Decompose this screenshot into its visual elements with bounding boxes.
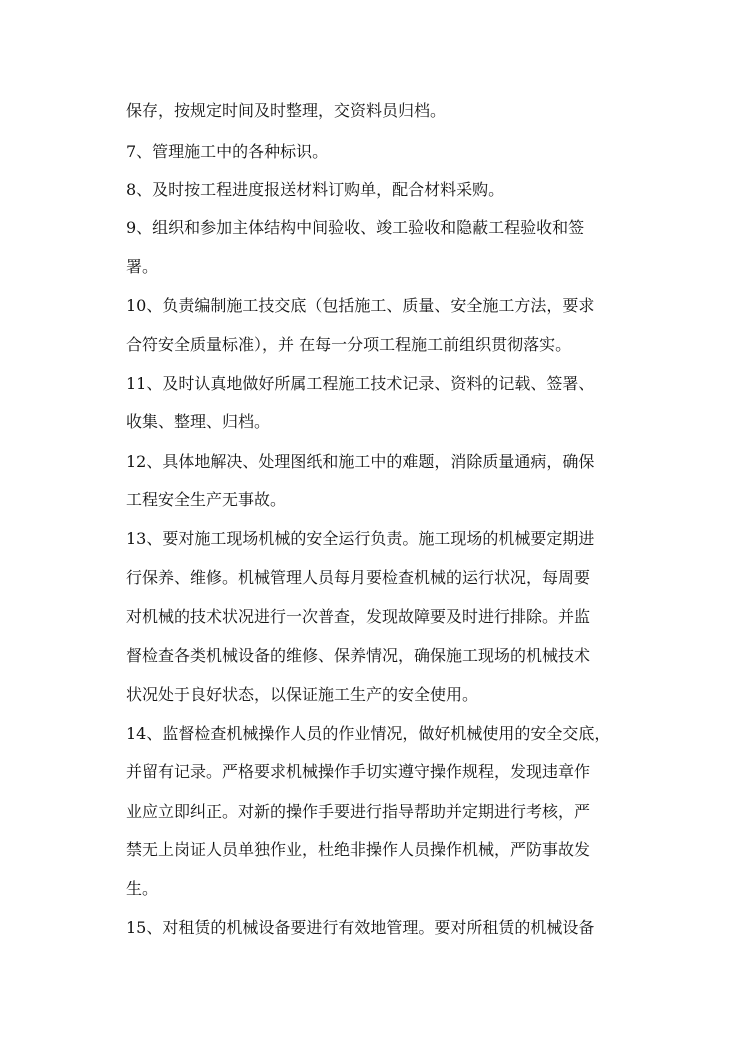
text-line: 15、对租赁的机械设备要进行有效地管理。要对所租赁的机械设备: [126, 918, 595, 937]
text-line: 14、监督检查机械操作人员的作业情况，做好机械使用的安全交底，: [126, 724, 611, 743]
text-line: 状况处于良好状态，以保证施工生产的安全使用。: [126, 685, 479, 704]
text-line: 督检查各类机械设备的维修、保养情况，确保施工现场的机械技术: [126, 646, 591, 665]
text-line: 7、管理施工中的各种标识。: [126, 142, 329, 161]
text-line: 10、负责编制施工技交底（包括施工、质量、安全施工方法，要求: [126, 296, 595, 315]
text-line: 13、要对施工现场机械的安全运行负责。施工现场的机械要定期进: [126, 529, 595, 548]
text-line: 保存，按规定时间及时整理，交资料员归档。: [126, 101, 447, 120]
text-line: 收集、整理、归档。: [126, 412, 271, 431]
text-line: 行保养、维修。机械管理人员每月要检查机械的运行状况，每周要: [126, 568, 591, 587]
text-line: 对机械的技术状况进行一次普查，发现故障要及时进行排除。并监: [126, 607, 591, 626]
text-line: 12、具体地解决、处理图纸和施工中的难题，消除质量通病，确保: [126, 452, 595, 471]
text-line: 8、及时按工程进度报送材料订购单，配合材料采购。: [126, 180, 505, 199]
text-line: 11、及时认真地做好所属工程施工技术记录、资料的记载、签署、: [126, 374, 595, 393]
text-line: 禁无上岗证人员单独作业，杜绝非操作人员操作机械，严防事故发: [126, 840, 591, 859]
text-line: 并留有记录。严格要求机械操作手切实遵守操作规程，发现违章作: [126, 762, 591, 781]
text-line: 业应立即纠正。对新的操作手要进行指导帮助并定期进行考核，严: [126, 802, 591, 821]
text-line: 生。: [126, 879, 159, 898]
text-line: 工程安全生产无事故。: [126, 490, 287, 509]
text-line: 合符安全质量标准），并 在每一分项工程施工前组织贯彻落实。: [126, 335, 572, 354]
text-line: 署。: [126, 257, 159, 276]
text-line: 9、组织和参加主体结构中间验收、竣工验收和隐蔽工程验收和签: [126, 218, 585, 237]
